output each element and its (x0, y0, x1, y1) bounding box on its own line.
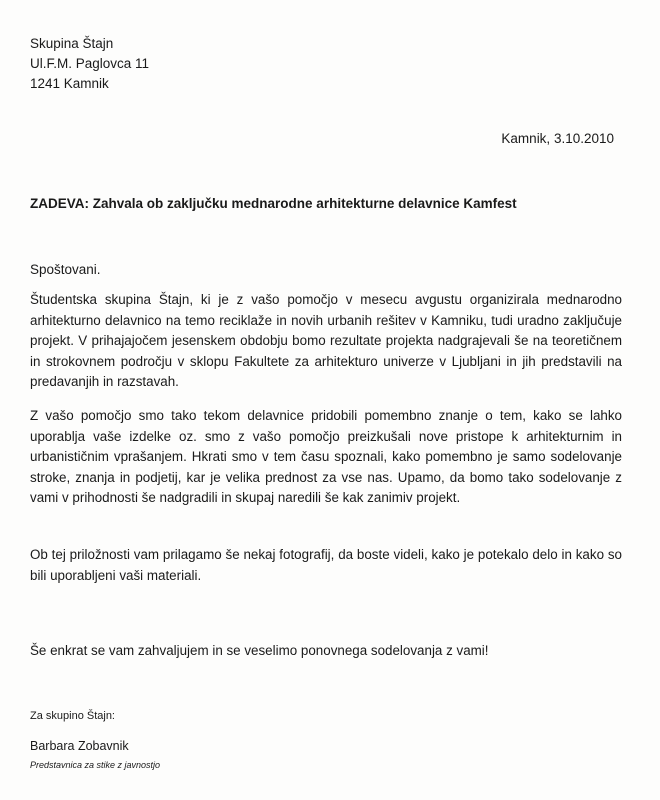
letter-subject: ZADEVA: Zahvala ob zaključku mednarodne arhitekturne delavnice Kamfest (30, 196, 517, 211)
letter-date: Kamnik, 3.10.2010 (501, 131, 614, 146)
letter-paragraph-1: Študentska skupina Štajn, ki je z vašo pomočjo v mesecu avgustu organizirala mednarodno arhitekturno delavnico na temo reciklaže in novih urbanih rešitev v Kamniku, tudi uradno zaključuje projekt. V prihajajočem jesenskem obdobju bomo rezultate projekta nadgrajevali še na teoretičnem in strokovnem področju v sklopu Fakultete za arhitekturo univerze v Ljubljani in jih predstavili na predavanjih in razstavah. (30, 292, 622, 389)
sender-city: 1241 Kamnik (30, 76, 109, 91)
signature-intro: Za skupino Štajn: (30, 710, 115, 722)
sender-street: Ul.F.M. Paglovca 11 (30, 56, 150, 71)
letter-greeting: Spoštovani. (30, 262, 101, 277)
letter-paragraph-2: Z vašo pomočjo smo tako tekom delavnice pridobili pomembno znanje o tem, kako se lahko uporablja vaše izdelke oz. smo z vašo pomočjo preizkušali nove pristope k arhitekturnim in urbanističnim vprašanjem. Hkrati smo v tem času spoznali, kako pomembno je samo sodelovanje stroke, znanja in podjetij, kar je velika prednost za vse nas. Upamo, da bomo tako sodelovanje z vami v prihodnosti še nadgradili in skupaj naredili še kak zanimiv projekt. (30, 408, 622, 505)
signature-role: Predstavnica za stike z javnostjo (30, 760, 161, 770)
letter-paragraph-3: Ob tej priložnosti vam prilagamo še nekaj fotografij, da boste videli, kako je potekalo delo in kako so bili uporabljeni vaši materiali. (30, 547, 622, 583)
sender-address (30, 34, 149, 94)
letter-paragraph-4: Še enkrat se vam zahvaljujem in se veselimo ponovnega sodelovanja z vami! (30, 643, 489, 658)
signature-name: Barbara Zobavnik (30, 739, 129, 753)
sender-name: Skupina Štajn (30, 36, 114, 51)
